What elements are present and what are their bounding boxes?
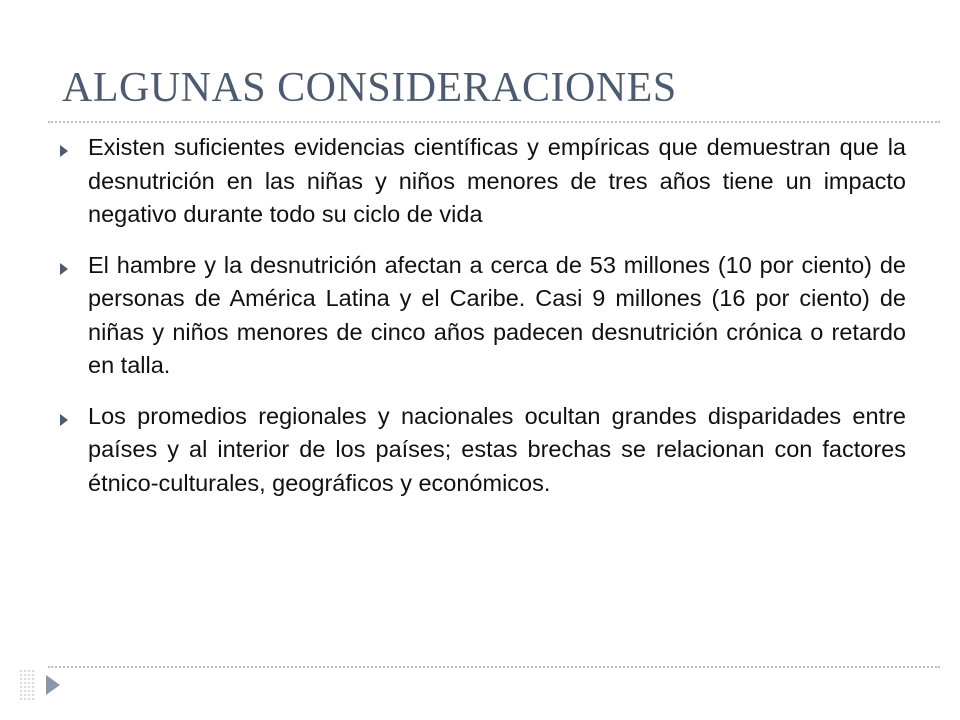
- corner-triangle-icon: [46, 675, 60, 695]
- footer-divider: [48, 666, 940, 668]
- bullet-item: [58, 131, 906, 232]
- bullet-triangle-icon: [60, 263, 68, 275]
- bullet-text: Existen suficientes evidencias científicas y empíricas que demuestran que la desnutrición en las niñas y niños menores de tres años tiene un impacto negativo durante todo su ciclo de vida: [88, 134, 906, 227]
- bullet-triangle-icon: [60, 145, 68, 157]
- slide-title: ALGUNAS CONSIDERACIONES: [62, 65, 677, 111]
- bullet-item: [58, 400, 906, 501]
- bullet-triangle-icon: [60, 414, 68, 426]
- bullet-list: [58, 131, 906, 517]
- title-divider: [48, 121, 940, 123]
- bullet-text: Los promedios regionales y nacionales ocultan grandes disparidades entre países y al interior de los países; estas brechas se relacionan con factores étnico-culturales, geográficos y económicos.: [88, 402, 906, 496]
- bullet-item: [58, 249, 906, 383]
- footer-pattern-bar: [20, 668, 36, 700]
- bullet-text: El hambre y la desnutrición afectan a cerca de 53 millones (10 por ciento) de personas de América Latina y el Caribe. Casi 9 millones (16 por ciento) de niñas y niños menores de cinco años padecen desnutrición crónica o retardo en talla.: [88, 251, 906, 378]
